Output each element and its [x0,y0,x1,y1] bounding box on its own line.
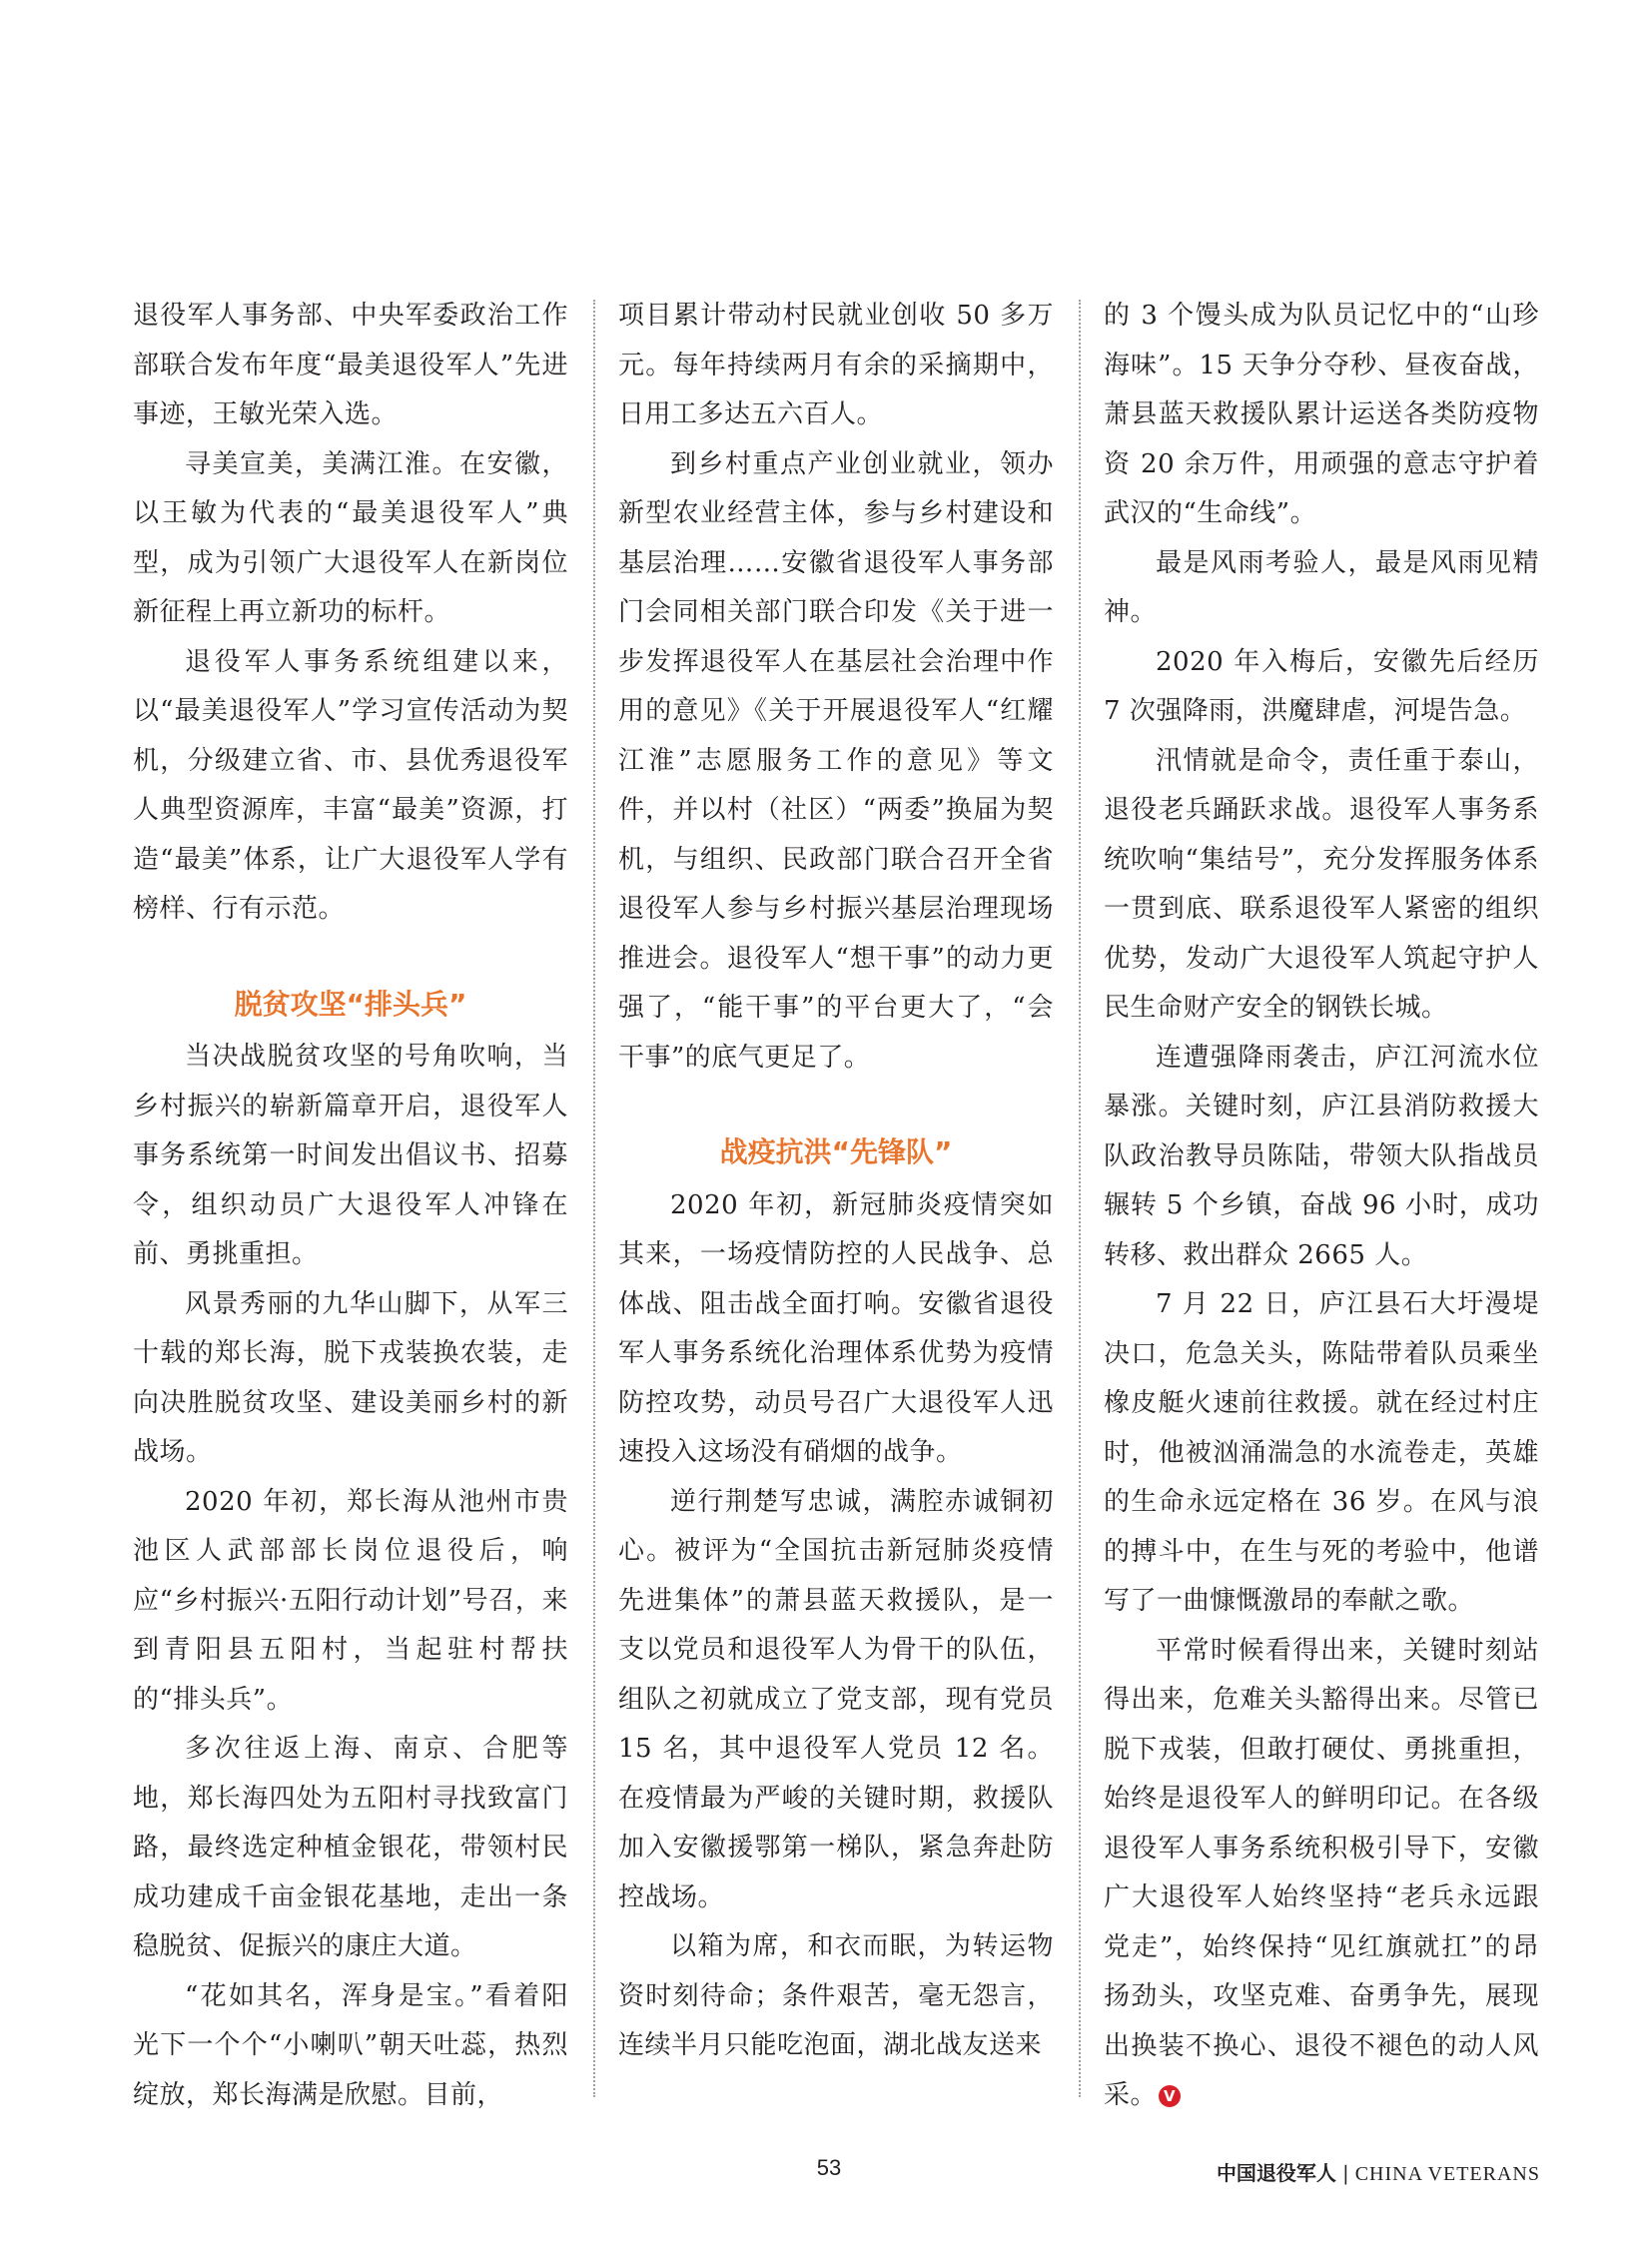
paragraph-text: 退役军人事务部、中央军委政治工作部联合发布年度“最美退役军人”先进事迹，王敏光荣入选。 [133,301,568,429]
paragraph-text: 寻美宣美，美满江淮。在安徽，以王敏为代表的“最美退役军人”典型，成为引领广大退役军人在新岗位新征程上再立新功的标杆。 [133,448,568,627]
paragraph-text: 2020 年初，郑长海从池州市贵池区人武部部长岗位退役后，响应“乡村振兴·五阳行动计划”号召，来到青阳县五阳村，当起驻村帮扶的“排头兵”。 [133,1486,568,1715]
paragraph [1104,1280,1539,1627]
paragraph-text: 退役军人事务系统组建以来，以“最美退役军人”学习宣传活动为契机，分级建立省、市、县优秀退役军人典型资源库，丰富“最美”资源，打造“最美”体系，让广大退役军人学有榜样、行有示范。 [133,646,568,924]
section-heading [618,1083,1054,1181]
paragraph [133,1033,568,1280]
paragraph-text: “花如其名，浑身是宝。”看着阳光下一个个“小喇叭”朝天吐蕊，热烈绽放，郑长海满是欣慰。目前， [133,1980,568,2110]
magazine-footer [1217,2157,1540,2186]
paragraph-text: 到乡村重点产业创业就业，领办新型农业经营主体，参与乡村建设和基层治理……安徽省退役军人事务部门会同相关部门联合印发《关于进一步发挥退役军人在基层社会治理中作用的意见》《关于开展退役军人“红耀江淮”志愿服务工作的意见》等文件，并以村（社区）“两委”换届为契机，与组织、民政部门联合召开全省退役军人参与乡村振兴基层治理现场推进会。退役军人“想干事”的动力更强了，“能干事”的平台更大了，“会干事”的底气更足了。 [618,448,1054,1073]
paragraph [1104,1034,1539,1281]
paragraph [133,1478,568,1726]
paragraph [133,440,568,638]
paragraph [618,1478,1054,1923]
footer-separator: | [1341,2161,1349,2185]
paragraph-text: 最是风雨考验人，最是风雨见精神。 [1104,547,1539,627]
paragraph [618,1922,1054,2071]
paragraph [618,440,1054,1084]
section-heading [133,935,568,1034]
page-number: 53 [816,2155,842,2180]
section-heading-text: 战疫抗洪“先锋队” [719,1135,953,1168]
paragraph [133,638,568,935]
paragraph-text: 汛情就是命令，责任重于泰山，退役老兵踊跃求战。退役军人事务系统吹响“集结号”，充分发挥服务体系一贯到底、联系退役军人紧密的组织优势，发动广大退役军人筑起守护人民生命财产安全的钢铁长城。 [1104,745,1539,1023]
paragraph-text: 2020 年入梅后，安徽先后经历 7 次强降雨，洪魔肆虐，河堤告急。 [1104,646,1539,726]
paragraph [1104,539,1539,638]
paragraph-text: 风景秀丽的九华山脚下，从军三十载的郑长海，脱下戎装换农装，走向决胜脱贫攻坚、建设美丽乡村的新战场。 [133,1288,568,1467]
paragraph-text: 7 月 22 日，庐江县石大圩漫堤决口，危急关头，陈陆带着队员乘坐橡皮艇火速前往救援。就在经过村庄时，他被汹涌湍急的水流卷走，英雄的生命永远定格在 36 岁。在风与浪的搏斗中，在生与死的考验中，他谱写了一曲慷慨激昂的奉献之歌。 [1104,1289,1539,1616]
paragraph-text: 连遭强降雨袭击，庐江河流水位暴涨。关键时刻，庐江县消防救援大队政治教导员陈陆，带领大队指战员辗转 5 个乡镇，奋战 96 小时，成功转移、救出群众 2665 人。 [1104,1042,1539,1270]
paragraph [618,1181,1054,1478]
paragraph-text: 项目累计带动村民就业创收 50 多万元。每年持续两月有余的采摘期中，日用工多达五六百人。 [618,301,1054,429]
paragraph [133,292,568,440]
paragraph-text: 2020 年初，新冠肺炎疫情突如其来，一场疫情防控的人民战争、总体战、阻击战全面打响。安徽省退役军人事务系统化治理体系优势为疫情防控攻势，动员号召广大退役军人迅速投入这场没有硝烟的战争。 [618,1189,1054,1467]
paragraph [1104,737,1539,1034]
section-heading-text: 脱贫攻坚“排头兵” [234,987,467,1021]
paragraph-text: 的 3 个馒头成为队员记忆中的“山珍海味”。15 天争分夺秒、昼夜奋战，萧县蓝天救援队累计运送各类防疫物资 20 余万件，用顽强的意志守护着武汉的“生命线”。 [1104,301,1539,528]
article-column-1 [133,292,568,2120]
article-column-2 [618,292,1054,2071]
magazine-name-cn: 中国退役军人 [1216,2161,1336,2185]
column-divider-1 [593,300,595,2097]
paragraph-text: 以箱为席，和衣而眠，为转运物资时刻待命；条件艰苦，毫无怨言，连续半月只能吃泡面，湖北战友送来 [618,1931,1054,2060]
paragraph-text: 逆行荆楚写忠诚，满腔赤诚铜初心。被评为“全国抗击新冠肺炎疫情先进集体”的萧县蓝天救援队，是一支以党员和退役军人为骨干的队伍，组队之初就成立了党支部，现有党员 15 名，其中退役军人党员 12 名。在疫情最为严峻的关键时期，救援队加入安徽援鄂第一梯队，紧急奔赴防控战场。 [618,1486,1054,1912]
paragraph [1104,1627,1539,2121]
column-divider-2 [1079,300,1081,2097]
paragraph [133,1972,568,2121]
paragraph [1104,638,1539,737]
magazine-name-en: CHINA VETERANS [1354,2163,1540,2185]
article-column-3 [1104,292,1539,2121]
paragraph [133,1725,568,1972]
paragraph-text: 当决战脱贫攻坚的号角吹响，当乡村振兴的崭新篇章开启，退役军人事务系统第一时间发出倡议书、招募令，组织动员广大退役军人冲锋在前、勇挑重担。 [133,1042,568,1269]
article-end-icon: V [1159,2085,1181,2107]
paragraph [1104,292,1539,539]
paragraph-text: 平常时候看得出来，关键时刻站得出来，危难关头豁得出来。尽管已脱下戎装，但敢打硬仗、勇挑重担，始终是退役军人的鲜明印记。在各级退役军人事务系统积极引导下，安徽广大退役军人始终坚持“老兵永远跟党走”，始终保持“见红旗就扛”的昂扬劲头，攻坚克难、奋勇争先，展现出换装不换心、退役不褪色的动人风采。 [1104,1635,1539,2110]
paragraph [618,292,1054,440]
paragraph [133,1280,568,1478]
paragraph-text: 多次往返上海、南京、合肥等地，郑长海四处为五阳村寻找致富门路，最终选定种植金银花，带领村民成功建成千亩金银花基地，走出一条稳脱贫、促振兴的康庄大道。 [133,1734,568,1961]
